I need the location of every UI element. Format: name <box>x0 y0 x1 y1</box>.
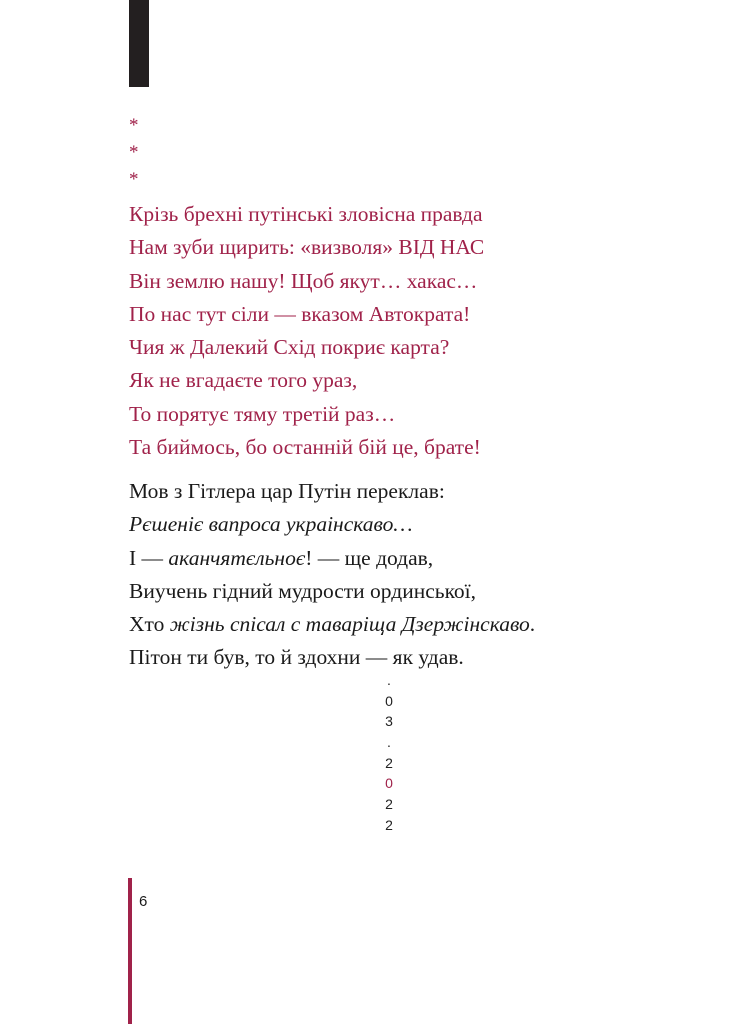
poem-date <box>376 670 402 836</box>
poem-text: ! — ще додав, <box>305 545 434 570</box>
poem-line: Він землю нашу! Щоб якут… хакас… <box>129 268 478 293</box>
date-char: 2 <box>385 796 393 813</box>
poem-line <box>129 608 535 641</box>
poem-text: Хто <box>129 612 170 637</box>
poem-line: Мов з Гітлера цар Путін переклав: <box>129 479 445 503</box>
date-char: 2 <box>385 754 393 771</box>
date-char: . <box>387 734 391 751</box>
poem-text: . <box>529 612 536 637</box>
page-margin-line <box>128 878 132 1024</box>
poem-line: То порятує тяму третій раз… <box>129 401 396 426</box>
poem-line: Нам зуби щирить: «визволя» ВІД НАС <box>129 235 485 260</box>
poem-line: Пітон ти був, то й здохни — як удав. <box>129 645 464 670</box>
asterisk: * <box>129 142 139 163</box>
date-char: 3 <box>385 713 393 730</box>
poem-line-italic: Рєшеніє вапроса украінскаво… <box>129 512 413 537</box>
poem-text-italic: жізнь спісал с таваріща Дзержінскаво <box>169 612 530 637</box>
poem-line: Виучень гідний мудрости ординської, <box>129 578 477 603</box>
poem-line: Та биймось, бо останній бій це, брате! <box>129 435 481 460</box>
poem-line: Чия ж Далекий Схід покриє карта? <box>129 335 450 360</box>
poem-text-italic: аканчятєльноє <box>168 545 306 570</box>
header-block <box>129 0 149 87</box>
poem-stanza-1 <box>129 198 484 464</box>
poem-text: І — <box>129 545 169 570</box>
date-char: . <box>387 672 391 688</box>
asterism <box>129 112 139 193</box>
page-number: 6 <box>139 893 148 910</box>
poem-line: По нас тут сіли — вказом Автократа! <box>129 301 471 326</box>
poem-line: Крізь брехні путінські зловісна правда <box>129 202 483 226</box>
asterisk: * <box>129 115 139 136</box>
date-char: 0 <box>385 775 393 792</box>
asterisk: * <box>129 169 139 190</box>
poem-line <box>129 542 535 575</box>
poem-stanza-2 <box>129 475 535 675</box>
date-char: 0 <box>385 692 393 709</box>
date-char: 2 <box>385 816 393 833</box>
poem-line: Як не вгадаєте того ураз, <box>129 368 358 393</box>
